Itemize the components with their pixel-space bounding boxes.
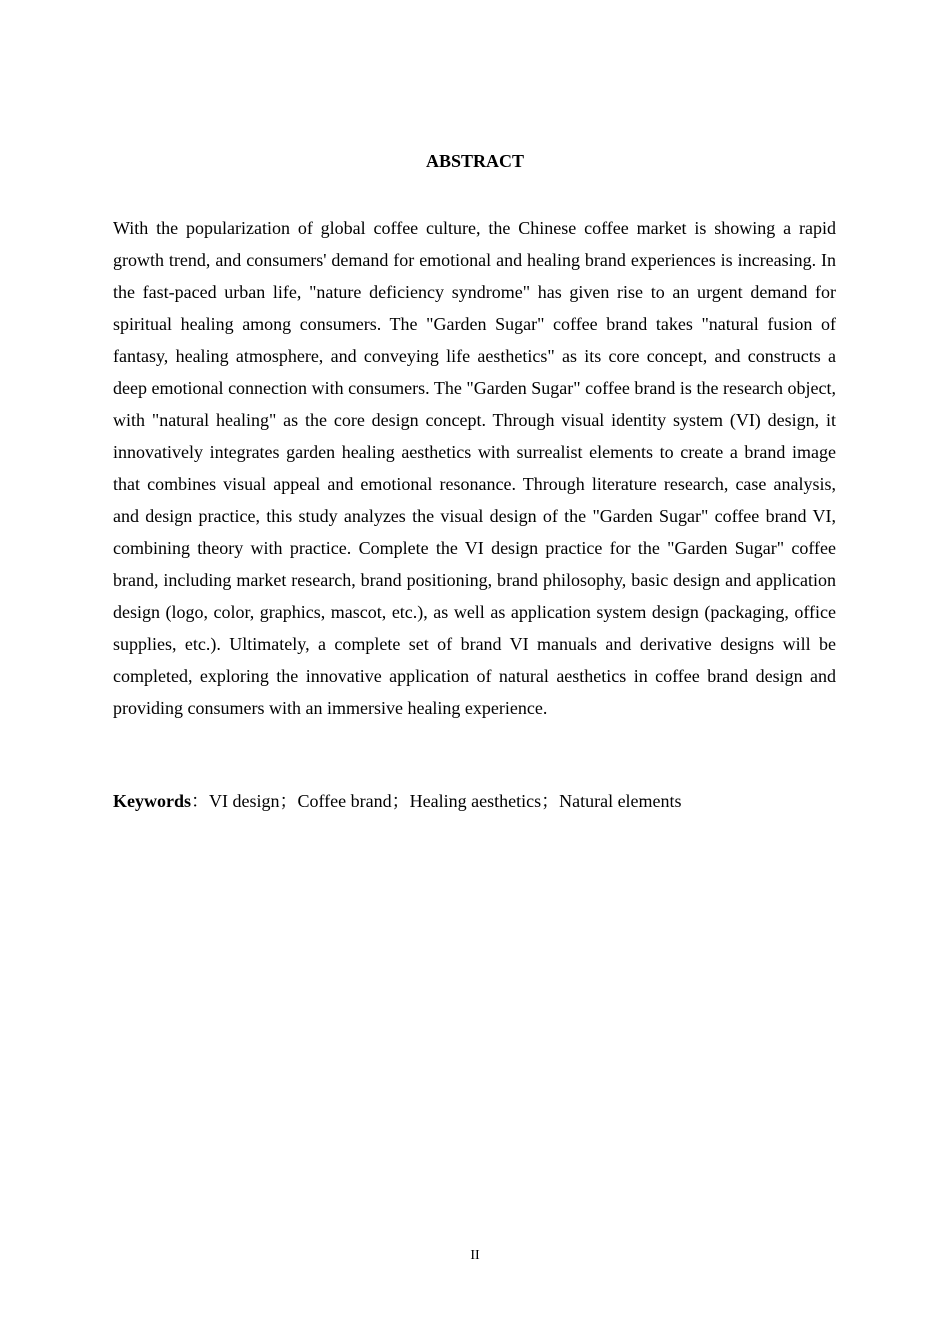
keyword-item: Healing aesthetics (409, 791, 542, 811)
abstract-body: With the popularization of global coffee culture, the Chinese coffee market is showing a rapid growth trend, and consumers' demand for emotional and healing brand experiences is increasing. In the fast-paced urban life, "nature deficiency syndrome" has given rise to an urgent demand for spiritual healing among consumers. The "Garden Sugar" coffee brand takes "natural fusion of fantasy, healing atmosphere, and conveying life aesthetics" as its core concept, and constructs a deep emotional connection with consumers. The "Garden Sugar" coffee brand is the research object, with "natural healing" as the core design concept. Through visual identity system (VI) design, it innovatively integrates garden healing aesthetics with surrealist elements to create a brand image that combines visual appeal and emotional resonance. Through literature research, case analysis, and design practice, this study analyzes the visual design of the "Garden Sugar" coffee brand VI, combining theory with practice. Complete the VI design practice for the "Garden Sugar" coffee brand, including market research, brand positioning, brand philosophy, basic design and application design (logo, color, graphics, mascot, etc.), as well as application system design (packaging, office supplies, etc.). Ultimately, a complete set of brand VI manuals and derivative designs will be completed, exploring the innovative application of natural aesthetics in coffee brand design and providing consumers with an immersive healing experience. (113, 218, 836, 718)
keywords-label-separator: ： (191, 791, 209, 811)
keyword-separator: ； (279, 791, 298, 811)
keywords-line (113, 785, 836, 817)
keywords-label: Keywords (113, 791, 191, 811)
keyword-item: Coffee brand (297, 791, 392, 811)
keyword-separator: ； (391, 791, 410, 811)
keyword-item: Natural elements (559, 791, 682, 811)
abstract-title: ABSTRACT (425, 151, 525, 171)
page-number: II (470, 1248, 480, 1263)
keyword-separator: ； (541, 791, 560, 811)
keyword-item: VI design (209, 791, 280, 811)
